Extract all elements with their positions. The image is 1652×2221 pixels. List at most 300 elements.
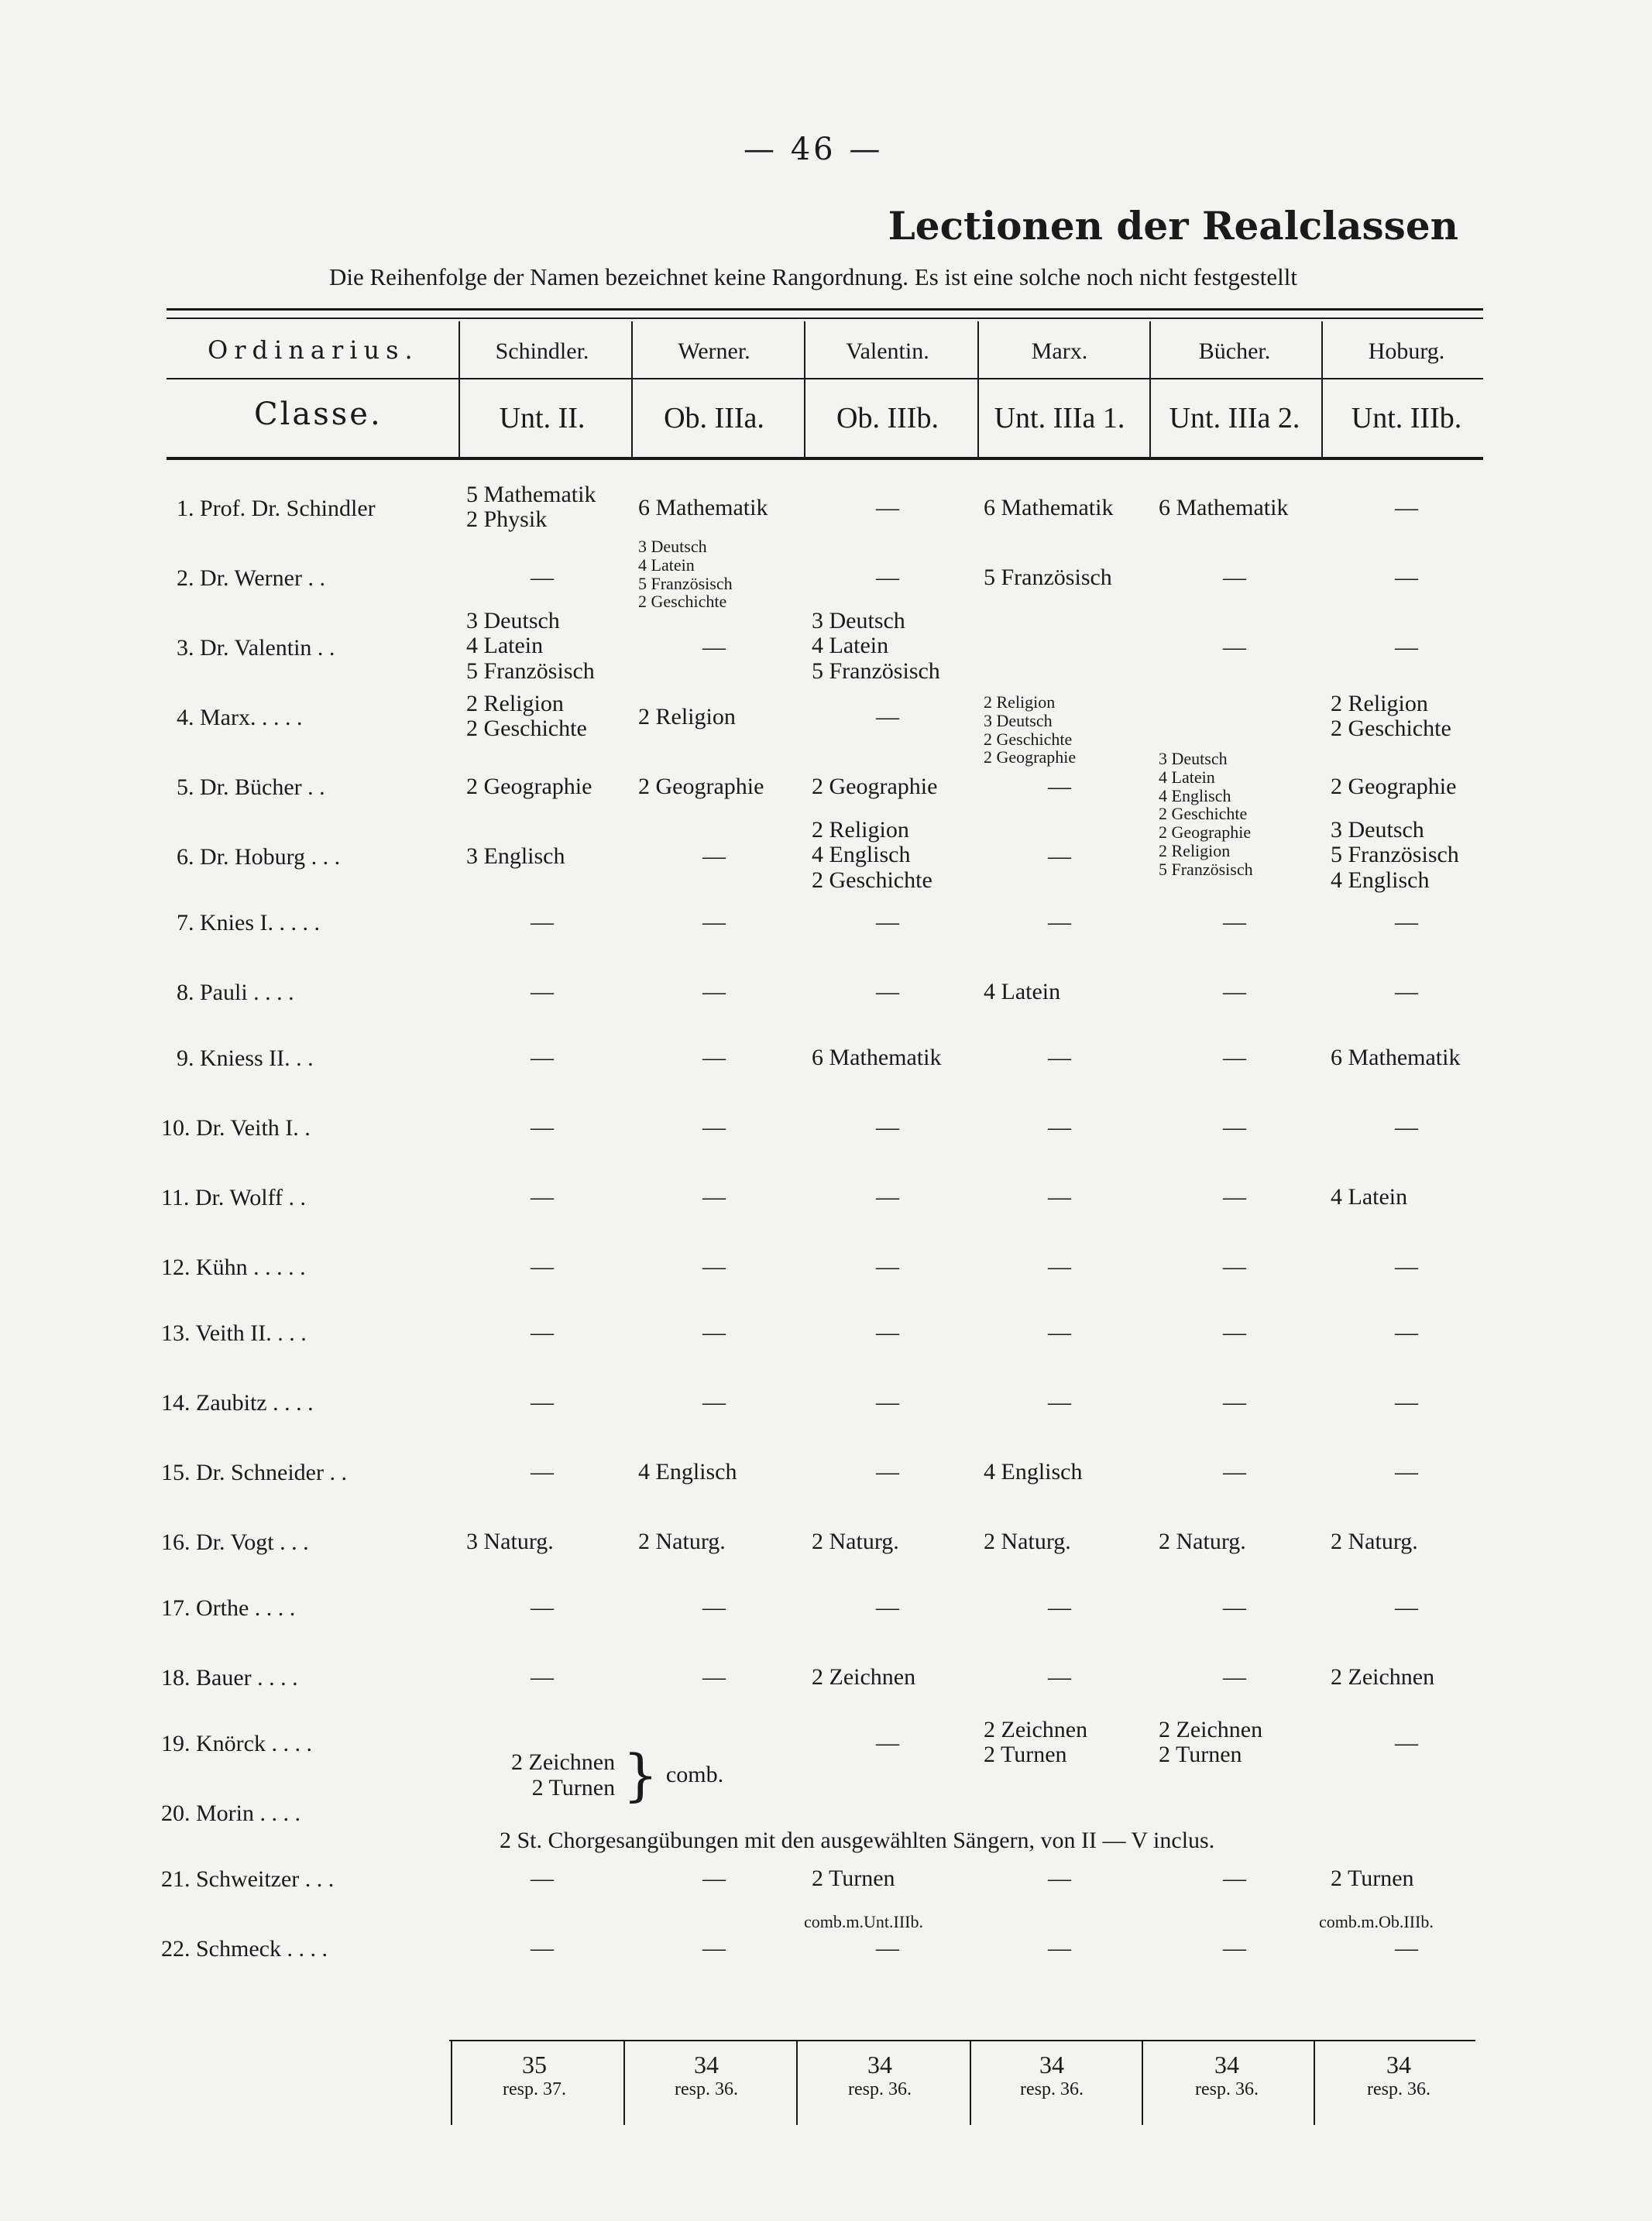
- lesson-entry: 2 Naturg.: [1331, 1529, 1418, 1554]
- lesson-entry: —: [1395, 1730, 1418, 1756]
- lesson-entry: —: [702, 979, 726, 1004]
- cell-r15-c3: [802, 1460, 973, 1485]
- cell-r13-c3: [802, 1320, 973, 1345]
- cell-r19-c6: [1321, 1731, 1492, 1756]
- cell-r7-c4: [974, 910, 1145, 935]
- cell-r17-c3: [802, 1595, 973, 1620]
- cell-r6-c2: [629, 844, 799, 869]
- lesson-entry: 4 Englisch: [638, 1459, 737, 1485]
- lesson-entry: 2 Religion: [1159, 840, 1231, 860]
- lesson-entry: —: [702, 1595, 726, 1620]
- cell-r14-c5: [1149, 1390, 1320, 1415]
- separator-3: [804, 321, 805, 457]
- cell-r8-c2: [629, 980, 799, 1004]
- teacher-name-18: 18. Bauer . . . .: [161, 1665, 298, 1691]
- lesson-entry: —: [876, 1595, 899, 1620]
- lesson-entry: —: [1223, 979, 1246, 1004]
- lesson-entry: —: [876, 909, 899, 935]
- separator-1: [459, 321, 460, 457]
- total-hours: 34: [867, 2051, 892, 2079]
- cell-r11-c1: [457, 1185, 627, 1210]
- lesson-entry: 5 Mathematik: [466, 482, 596, 507]
- cell-r1-c3: [802, 496, 973, 520]
- cell-r1-c6: [1321, 496, 1492, 520]
- cell-r4-c5: [1159, 750, 1253, 878]
- cell-r3-c4: [984, 693, 1076, 767]
- lesson-entry: —: [1223, 1114, 1246, 1140]
- lesson-entry: 2 Zeichnen: [1331, 1664, 1435, 1690]
- lesson-entry: 5 Französisch: [1159, 859, 1253, 879]
- lesson-entry: —: [1395, 1320, 1418, 1345]
- lesson-entry: 2 Zeichnen: [1159, 1717, 1263, 1742]
- lesson-entry: 5 Französisch: [1331, 842, 1459, 868]
- lesson-entry: 2 Geographie: [466, 774, 592, 799]
- lesson-entry: 4 Englisch: [812, 842, 911, 868]
- teacher-name-16: 16. Dr. Vogt . . .: [161, 1529, 309, 1555]
- lesson-entry: 6 Mathematik: [984, 495, 1114, 520]
- teacher-name-4: 4. Marx. . . . .: [177, 705, 303, 730]
- cell-r21-c5: [1149, 1866, 1320, 1891]
- teacher-name-19: 19. Knörck . . . .: [161, 1731, 312, 1756]
- lesson-entry: 2 Zeichnen: [984, 1717, 1088, 1742]
- cell-r9-c6: [1331, 1045, 1460, 1070]
- lesson-entry: —: [1223, 1664, 1246, 1690]
- teacher-name-14: 14. Zaubitz . . . .: [161, 1390, 314, 1416]
- lesson-entry: 2 Physik: [466, 506, 548, 533]
- cell-r1-c1: [466, 482, 596, 533]
- cell-r11-c2: [629, 1185, 799, 1210]
- cell-r1-c5: [1159, 496, 1288, 520]
- lesson-entry: —: [531, 1320, 554, 1345]
- classe-6: Unt. IIIb.: [1351, 402, 1462, 434]
- cell-r8-c5: [1149, 980, 1320, 1004]
- cell-r7-c5: [1149, 910, 1320, 935]
- teacher-name-9: 9. Kniess II. . .: [177, 1045, 314, 1071]
- total-4: [967, 2051, 1137, 2100]
- lesson-entry: —: [1223, 565, 1246, 590]
- lesson-entry: 4 Latein: [812, 633, 889, 659]
- lesson-entry: —: [1223, 909, 1246, 935]
- lesson-entry: —: [531, 979, 554, 1004]
- lesson-entry: —: [1048, 909, 1071, 935]
- row19-combined-line: 2 Turnen: [531, 1775, 616, 1800]
- lesson-entry: —: [1223, 1459, 1246, 1485]
- lesson-entry: 4 Englisch: [1159, 785, 1231, 805]
- lesson-entry: —: [1395, 1114, 1418, 1140]
- cell-r15-c4: [984, 1460, 1083, 1485]
- lesson-entry: 2 Geschichte: [812, 867, 932, 893]
- cell-r2-c4: [984, 565, 1112, 590]
- row21-note-col3: comb.m.Unt.IIIb.: [804, 1912, 923, 1931]
- lesson-entry: —: [531, 1935, 554, 1961]
- cell-r15-c6: [1321, 1460, 1492, 1485]
- lesson-entry: —: [531, 1254, 554, 1279]
- lesson-entry: 4 Latein: [466, 633, 544, 659]
- lesson-entry: —: [1048, 1664, 1071, 1690]
- lesson-entry: —: [1395, 1595, 1418, 1620]
- cell-r19-c5: [1159, 1718, 1262, 1768]
- lesson-entry: —: [876, 1320, 899, 1345]
- cell-r6-c1: [466, 844, 565, 869]
- brace-glyph: }: [623, 1742, 658, 1807]
- cell-r4-c3: [802, 705, 973, 729]
- cell-r2-c6: [1321, 565, 1492, 590]
- lesson-entry: 6 Mathematik: [1159, 495, 1289, 520]
- total-hours: 34: [1214, 2051, 1239, 2079]
- cell-r4-c1: [466, 692, 587, 742]
- cell-r16-c6: [1331, 1529, 1418, 1554]
- cell-r16-c5: [1159, 1529, 1246, 1554]
- cell-r18-c1: [457, 1665, 627, 1690]
- teacher-name-1: 1. Prof. Dr. Schindler: [177, 496, 376, 521]
- lesson-entry: —: [1395, 495, 1418, 520]
- lesson-entry: —: [1223, 1254, 1246, 1279]
- lesson-entry: —: [702, 1866, 726, 1891]
- lesson-entry: —: [876, 704, 899, 729]
- lesson-entry: 4 Englisch: [1331, 867, 1430, 893]
- lesson-entry: —: [1395, 1459, 1418, 1485]
- lesson-entry: —: [1048, 1184, 1071, 1210]
- cell-r3-c2: [629, 635, 799, 660]
- teacher-name-5: 5. Dr. Bücher . .: [177, 774, 325, 800]
- lesson-entry: —: [702, 634, 726, 660]
- cell-r18-c4: [974, 1665, 1145, 1690]
- lesson-entry: —: [876, 495, 899, 520]
- total-resp: resp. 37.: [503, 2079, 566, 2099]
- lesson-entry: —: [1223, 1866, 1246, 1891]
- cell-r9-c3: [812, 1045, 941, 1070]
- teacher-name-3: 3. Dr. Valentin . .: [177, 635, 335, 661]
- lesson-entry: —: [1048, 1595, 1071, 1620]
- classe-label: Classe.: [254, 396, 383, 432]
- page-title: Lectionen der Realclassen: [888, 203, 1458, 249]
- lesson-entry: —: [1223, 1389, 1246, 1415]
- cell-r8-c6: [1321, 980, 1492, 1004]
- rule-ordinarius: [167, 378, 1483, 379]
- cell-r13-c2: [629, 1320, 799, 1345]
- total-hours: 34: [1386, 2051, 1411, 2079]
- cell-r18-c2: [629, 1665, 799, 1690]
- ordinarius-3: Valentin.: [846, 338, 929, 364]
- cell-r8-c3: [802, 980, 973, 1004]
- ordinarius-2: Werner.: [678, 338, 750, 364]
- teacher-name-20: 20. Morin . . . .: [161, 1800, 301, 1826]
- lesson-entry: —: [1223, 1595, 1246, 1620]
- cell-r15-c1: [457, 1460, 627, 1485]
- lesson-entry: —: [702, 1114, 726, 1140]
- teacher-name-10: 10. Dr. Veith I. .: [161, 1115, 311, 1141]
- cell-r12-c3: [802, 1255, 973, 1279]
- cell-r5-c4: [974, 774, 1145, 799]
- lesson-entry: —: [1048, 1320, 1071, 1345]
- cell-r7-c2: [629, 910, 799, 935]
- cell-r18-c3: [812, 1665, 915, 1690]
- lesson-entry: —: [1395, 1389, 1418, 1415]
- total-resp: resp. 36.: [1020, 2079, 1084, 2099]
- total-1: [449, 2051, 620, 2100]
- lesson-entry: 5 Französisch: [466, 657, 595, 684]
- lesson-entry: 6 Mathematik: [638, 495, 768, 520]
- classe-1: Unt. II.: [499, 402, 586, 434]
- lesson-entry: 2 Geschichte: [638, 592, 727, 612]
- rule-top-2: [167, 318, 1483, 319]
- cell-r10-c4: [974, 1115, 1145, 1140]
- lesson-entry: 2 Naturg.: [984, 1529, 1071, 1554]
- teacher-name-13: 13. Veith II. . . .: [161, 1320, 307, 1346]
- total-hours: 35: [522, 2051, 547, 2079]
- teacher-name-2: 2. Dr. Werner . .: [177, 565, 325, 591]
- cell-r7-c3: [802, 910, 973, 935]
- lesson-entry: 2 Geschichte: [984, 729, 1073, 749]
- total-3: [795, 2051, 965, 2100]
- total-5: [1142, 2051, 1312, 2100]
- teacher-name-22: 22. Schmeck . . . .: [161, 1936, 328, 1962]
- cell-r11-c6: [1331, 1185, 1407, 1210]
- cell-r3-c6: [1321, 635, 1492, 660]
- lesson-entry: 2 Turnen: [1331, 1866, 1414, 1891]
- subtitle: Die Reihenfolge der Namen bezeichnet keine Rangordnung. Es ist eine solche noch nicht festgestellt: [329, 263, 1297, 290]
- cell-r21-c4: [974, 1866, 1145, 1891]
- lesson-entry: —: [1395, 979, 1418, 1004]
- cell-r16-c1: [466, 1529, 554, 1554]
- teacher-name-17: 17. Orthe . . . .: [161, 1595, 296, 1621]
- lesson-entry: —: [531, 909, 554, 935]
- cell-r6-c6: [1331, 818, 1459, 893]
- lesson-entry: 2 Turnen: [1159, 1742, 1242, 1768]
- lesson-entry: —: [531, 1866, 554, 1891]
- classe-3: Ob. IIIb.: [836, 402, 939, 434]
- lesson-entry: 2 Geographie: [812, 774, 938, 799]
- cell-r13-c5: [1149, 1320, 1320, 1345]
- lesson-entry: 4 Latein: [1331, 1184, 1408, 1210]
- lesson-entry: 2 Geschichte: [1159, 804, 1248, 824]
- cell-r21-c1: [457, 1866, 627, 1891]
- lesson-entry: —: [876, 565, 899, 590]
- separator-6: [1321, 321, 1323, 457]
- teacher-name-6: 6. Dr. Hoburg . . .: [177, 844, 341, 870]
- cell-r15-c5: [1149, 1460, 1320, 1485]
- cell-r22-c5: [1149, 1936, 1320, 1961]
- rule-top: [167, 308, 1483, 311]
- lesson-entry: —: [702, 843, 726, 869]
- lesson-entry: —: [1048, 774, 1071, 799]
- cell-r9-c2: [629, 1045, 799, 1070]
- cell-r1-c4: [984, 496, 1113, 520]
- lesson-entry: —: [702, 1935, 726, 1961]
- lesson-entry: —: [876, 1935, 899, 1961]
- ordinarius-5: Bücher.: [1198, 338, 1271, 364]
- lesson-entry: 6 Mathematik: [1331, 1045, 1461, 1070]
- lesson-entry: 4 Latein: [1159, 767, 1215, 787]
- cell-r12-c1: [457, 1255, 627, 1279]
- total-6: [1314, 2051, 1484, 2100]
- lesson-entry: —: [876, 1459, 899, 1485]
- cell-r9-c4: [974, 1045, 1145, 1070]
- cell-r17-c5: [1149, 1595, 1320, 1620]
- row20-chorus-text: 2 St. Chorgesangübungen mit den ausgewählten Sängern, von II — V inclus.: [500, 1828, 1215, 1853]
- lesson-entry: —: [1223, 1320, 1246, 1345]
- lesson-entry: 4 Englisch: [984, 1459, 1083, 1485]
- classe-5: Unt. IIIa 2.: [1169, 402, 1300, 434]
- cell-r11-c4: [974, 1185, 1145, 1210]
- cell-r17-c1: [457, 1595, 627, 1620]
- lesson-entry: 5 Französisch: [638, 573, 733, 593]
- total-hours: 34: [694, 2051, 719, 2079]
- rule-totals: [449, 2040, 1475, 2041]
- lesson-entry: —: [1048, 843, 1071, 869]
- lesson-entry: —: [1395, 565, 1418, 590]
- cell-r1-c2: [638, 496, 768, 520]
- cell-r21-c6: [1331, 1866, 1414, 1891]
- cell-r12-c4: [974, 1255, 1145, 1279]
- total-hours: 34: [1039, 2051, 1064, 2079]
- classe-4: Unt. IIIa 1.: [994, 402, 1125, 434]
- lesson-entry: 4 Latein: [984, 979, 1061, 1004]
- lesson-entry: —: [1223, 1935, 1246, 1961]
- lesson-entry: 3 Deutsch: [466, 608, 560, 633]
- lesson-entry: —: [876, 1389, 899, 1415]
- teacher-name-12: 12. Kühn . . . . .: [161, 1255, 306, 1280]
- lesson-entry: —: [876, 1114, 899, 1140]
- row19-combined-line: 2 Zeichnen: [511, 1749, 616, 1775]
- cell-r14-c2: [629, 1390, 799, 1415]
- cell-r18-c5: [1149, 1665, 1320, 1690]
- total-resp: resp. 36.: [1367, 2079, 1430, 2099]
- cell-r12-c2: [629, 1255, 799, 1279]
- teacher-name-21: 21. Schweitzer . . .: [161, 1866, 335, 1892]
- lesson-entry: —: [702, 1389, 726, 1415]
- lesson-entry: —: [876, 1730, 899, 1756]
- cell-r5-c1: [466, 774, 592, 799]
- lesson-entry: 2 Religion: [466, 691, 564, 716]
- cell-r22-c6: [1321, 1936, 1492, 1961]
- lesson-entry: 3 Naturg.: [466, 1529, 554, 1554]
- cell-r2-c2: [638, 537, 733, 611]
- lesson-entry: —: [1048, 1935, 1071, 1961]
- lesson-entry: 3 Deutsch: [812, 608, 905, 633]
- row19-combined-note: comb.: [665, 1762, 724, 1787]
- lesson-entry: 2 Religion: [1331, 691, 1428, 716]
- separator-5: [1149, 321, 1151, 457]
- cell-r13-c1: [457, 1320, 627, 1345]
- row21-note-col6: comb.m.Ob.IIIb.: [1319, 1912, 1434, 1931]
- cell-r3-c3: [812, 609, 940, 684]
- ordinarius-6: Hoburg.: [1368, 338, 1445, 364]
- cell-r16-c2: [638, 1529, 726, 1554]
- cell-r17-c6: [1321, 1595, 1492, 1620]
- cell-r3-c5: [1149, 635, 1320, 660]
- cell-r21-c3: [812, 1866, 895, 1891]
- cell-r22-c3: [802, 1936, 973, 1961]
- lesson-entry: 2 Religion: [812, 817, 909, 843]
- cell-r11-c5: [1149, 1185, 1320, 1210]
- lesson-entry: —: [531, 1664, 554, 1690]
- cell-r19-c3: [802, 1731, 973, 1756]
- lesson-entry: 2 Naturg.: [812, 1529, 899, 1554]
- lesson-entry: —: [531, 1045, 554, 1070]
- separator-4: [977, 321, 979, 457]
- page-number: — 46 —: [744, 132, 884, 167]
- cell-r13-c4: [974, 1320, 1145, 1345]
- row19-combined-lessons: [511, 1742, 723, 1807]
- cell-r2-c1: [457, 565, 627, 590]
- lesson-entry: 3 Deutsch: [638, 537, 707, 556]
- lesson-entry: 2 Turnen: [812, 1866, 895, 1891]
- cell-r12-c5: [1149, 1255, 1320, 1279]
- lesson-entry: —: [1223, 634, 1246, 660]
- lesson-entry: —: [531, 1114, 554, 1140]
- lesson-entry: 2 Religion: [638, 704, 736, 729]
- cell-r17-c2: [629, 1595, 799, 1620]
- cell-r3-c1: [466, 609, 595, 684]
- lesson-entry: —: [531, 565, 554, 590]
- lesson-entry: 2 Geschichte: [466, 716, 587, 742]
- cell-r10-c1: [457, 1115, 627, 1140]
- cell-r2-c5: [1149, 565, 1320, 590]
- lesson-entry: —: [702, 909, 726, 935]
- ordinarius-4: Marx.: [1031, 338, 1088, 364]
- cell-r19-c4: [984, 1718, 1087, 1768]
- cell-r14-c1: [457, 1390, 627, 1415]
- lesson-entry: —: [702, 1254, 726, 1279]
- rule-header-bottom: [167, 457, 1483, 460]
- lesson-entry: 5 Französisch: [984, 565, 1112, 590]
- lesson-entry: 5 Französisch: [812, 657, 940, 684]
- total-2: [621, 2051, 792, 2100]
- lesson-entry: 2 Religion: [984, 692, 1056, 712]
- cell-r22-c4: [974, 1936, 1145, 1961]
- teacher-name-15: 15. Dr. Schneider . .: [161, 1460, 347, 1485]
- ordinarius-label: Ordinarius.: [208, 335, 419, 365]
- cell-r4-c2: [638, 705, 736, 729]
- lesson-entry: —: [702, 1664, 726, 1690]
- lesson-entry: 2 Geographie: [984, 747, 1077, 767]
- cell-r10-c2: [629, 1115, 799, 1140]
- cell-r11-c3: [802, 1185, 973, 1210]
- total-resp: resp. 36.: [1195, 2079, 1259, 2099]
- lesson-entry: 2 Naturg.: [1159, 1529, 1246, 1554]
- lesson-entry: —: [702, 1320, 726, 1345]
- lesson-entry: —: [876, 1184, 899, 1210]
- cell-r6-c4: [974, 844, 1145, 869]
- cell-r13-c6: [1321, 1320, 1492, 1345]
- cell-r2-c3: [802, 565, 973, 590]
- cell-r10-c5: [1149, 1115, 1320, 1140]
- lesson-entry: 3 Englisch: [466, 843, 565, 869]
- cell-r17-c4: [974, 1595, 1145, 1620]
- lesson-entry: 2 Geographie: [1331, 774, 1457, 799]
- lesson-entry: —: [1048, 1045, 1071, 1070]
- lesson-entry: —: [531, 1389, 554, 1415]
- cell-r14-c3: [802, 1390, 973, 1415]
- lesson-entry: —: [531, 1459, 554, 1485]
- cell-r22-c1: [457, 1936, 627, 1961]
- separator-2: [631, 321, 633, 457]
- cell-r8-c1: [457, 980, 627, 1004]
- lesson-entry: —: [1223, 1045, 1246, 1070]
- lesson-entry: 4 Latein: [638, 554, 695, 575]
- cell-r16-c3: [812, 1529, 899, 1554]
- cell-r15-c2: [638, 1460, 737, 1485]
- lesson-entry: —: [1048, 1389, 1071, 1415]
- total-resp: resp. 36.: [848, 2079, 912, 2099]
- ordinarius-1: Schindler.: [495, 338, 589, 364]
- cell-r10-c3: [802, 1115, 973, 1140]
- cell-r21-c2: [629, 1866, 799, 1891]
- lesson-entry: 2 Naturg.: [638, 1529, 726, 1554]
- lesson-entry: —: [876, 979, 899, 1004]
- lesson-entry: 3 Deutsch: [1159, 749, 1228, 768]
